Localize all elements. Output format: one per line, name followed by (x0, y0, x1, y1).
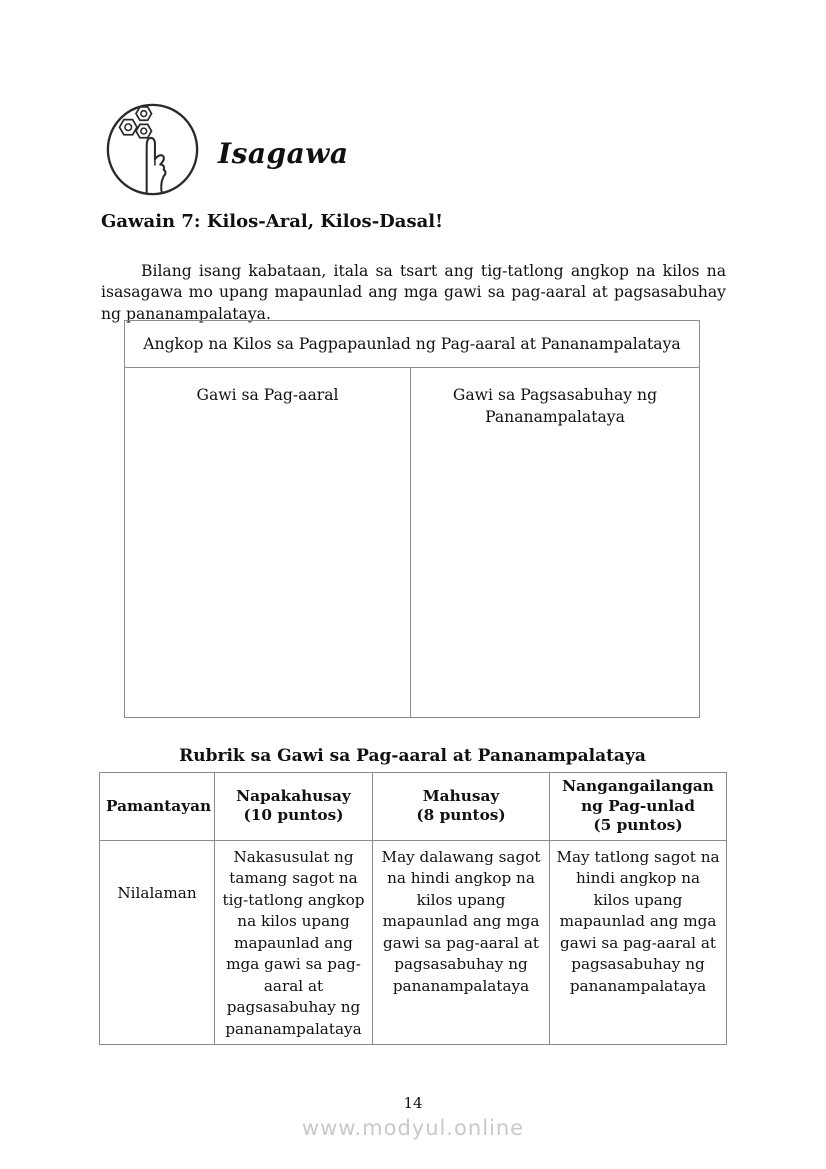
activity-chart-title: Angkop na Kilos sa Pagpapaunlad ng Pag-aaral at Pananampalataya (125, 321, 699, 368)
activity-title: Gawain 7: Kilos-Aral, Kilos-Dasal! (101, 211, 443, 232)
section-title: Isagawa (218, 137, 349, 170)
activity-chart-column-pananampalataya: Gawi sa Pagsasabuhay ng Pananampalataya (452, 386, 658, 426)
watermark-text: www.modyul.online (301, 1116, 525, 1140)
instructions-paragraph: Bilang isang kabataan, itala sa tsart ang tig-tatlong angkop na kilos na isasagawa mo upang mapaunlad ang mga gawi sa pag-aaral at pagsasabuhay ng pananampalataya. (101, 261, 726, 323)
rubric-header-label: Nangangailangan ng Pag-unlad (562, 777, 714, 815)
activity-chart-table (124, 320, 700, 718)
rubric-criterion-cell: Nilalaman (100, 840, 215, 1045)
rubric-row-nilalaman (100, 840, 727, 1045)
rubric-title: Rubrik sa Gawi sa Pag-aaral at Pananampalataya (179, 746, 646, 766)
rubric-header-label: Mahusay (422, 786, 500, 805)
rubric-header-points: (10 puntos) (243, 806, 344, 825)
rubric-header-points: (8 puntos) (416, 806, 506, 825)
rubric-header-pamantayan (100, 773, 215, 841)
rubric-header-mahusay (373, 773, 550, 841)
rubric-header-napakahusay (215, 773, 373, 841)
rubric-cell-pag-unlad: May tatlong sagot na hindi angkop na kilos upang mapaunlad ang mga gawi sa pag-aaral at pagsasabuhay ng pananampalataya (550, 840, 727, 1045)
activity-chart-column-pag-aaral: Gawi sa Pag-aaral (125, 368, 411, 717)
rubric-cell-mahusay: May dalawang sagot na hindi angkop na kilos upang mapaunlad ang mga gawi sa pag-aaral at pagsasabuhay ng pananampalataya (373, 840, 550, 1045)
rubric-table (99, 772, 727, 1045)
rubric-header-points: (5 puntos) (593, 816, 683, 834)
rubric-header-label: Napakahusay (236, 786, 351, 805)
rubric-cell-napakahusay: Nakasusulat ng tamang sagot na tig-tatlong angkop na kilos upang mapaunlad ang mga gawi sa pag-aaral at pagsasabuhay ng pananampalataya (215, 840, 373, 1045)
rubric-header-pag-unlad (550, 773, 727, 841)
page-number: 14 (403, 1094, 423, 1112)
hand-spinning-nuts-icon (104, 101, 201, 198)
rubric-header-row (100, 773, 727, 841)
rubric-header-label: Pamantayan (106, 796, 212, 815)
